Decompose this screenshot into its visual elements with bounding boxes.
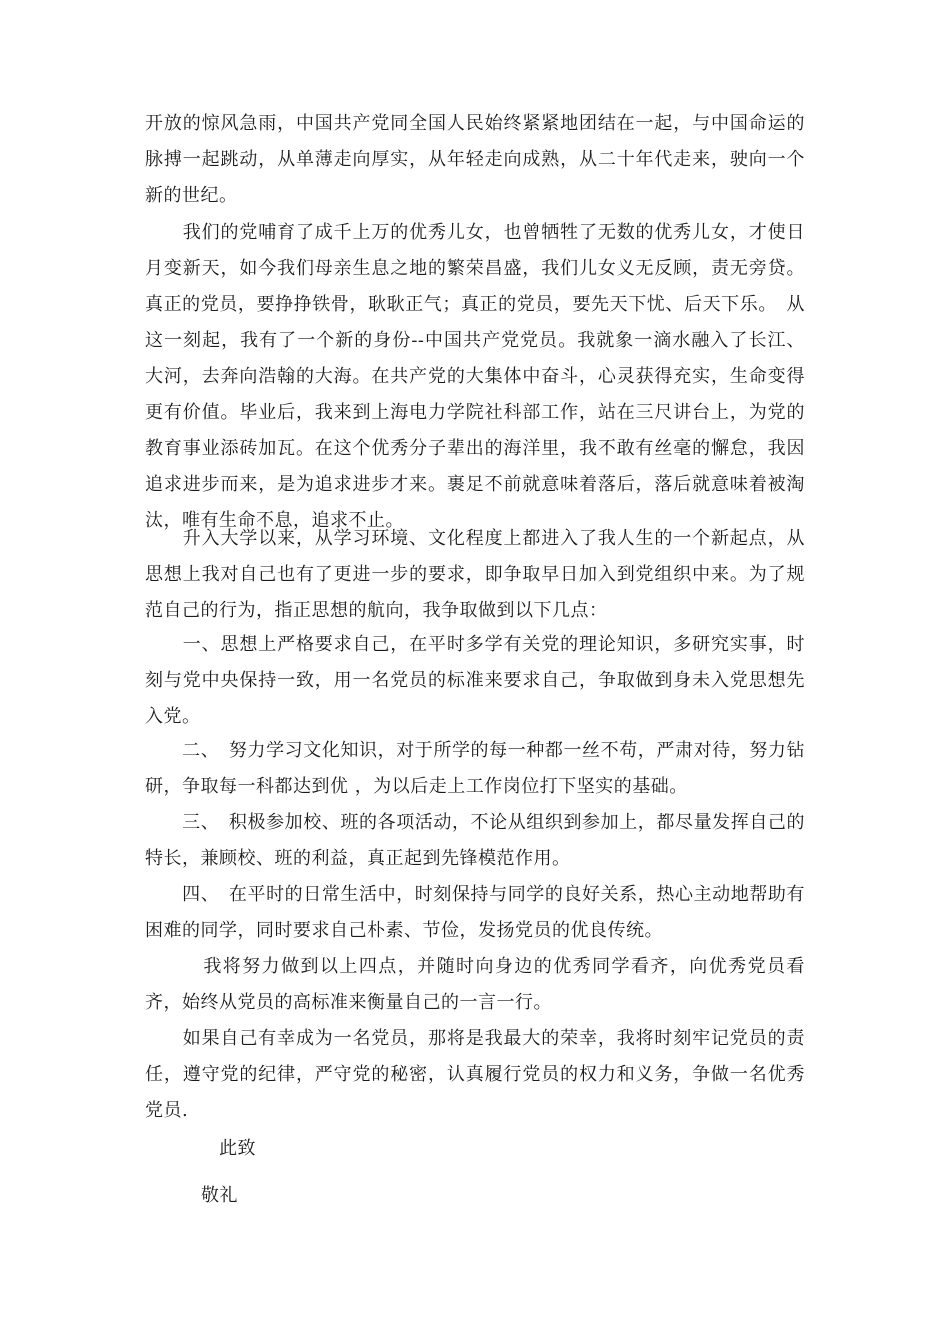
- paragraph-2: 我们的党哺育了成千上万的优秀儿女，也曾牺牲了无数的优秀儿女，才使日月变新天，如今我们母亲生息之地的繁荣昌盛，我们儿女义无反顾，责无旁贷。真正的党员，要挣挣铁骨，耿耿正气；真正的党员，要先天下忧、后天下乐。 从这一刻起，我有了一个新的身份--中国共产党党员。我就象一滴水融入了长江、大河，去奔向浩翰的大海。在共产党的大集体中奋斗，心灵获得充实，生命变得更有价值。毕业后，我来到上海电力学院社科部工作，站在三尺讲台上，为党的教育事业添砖加瓦。在这个优秀分子辈出的海洋里，我不敢有丝毫的懈怠，我因追求进步而来，是为追求进步才来。裹足不前就意味着落后，落后就意味着被淘汰，唯有生命不息，追求不止。: [145, 222, 805, 531]
- paragraph-3: 升入大学以来，从学习环境、文化程度上都进入了我人生的一个新起点，从思想上我对自己也有了更进一步的要求，即争取早日加入到党组织中来。为了规范自己的行为，指正思想的航向，我争取做到以下几点：: [145, 528, 805, 621]
- paragraph-5: 二、 努力学习文化知识，对于所学的每一种都一丝不苟，严肃对待，努力钻研，争取每一科都达到优 ，为以后走上工作岗位打下坚实的基础。: [145, 740, 805, 797]
- paragraph-6: 三、 积极参加校、班的各项活动，不论从组织到参加上，都尽量发挥自己的特长，兼顾校、班的利益，真正起到先锋模范作用。: [145, 812, 805, 869]
- paragraph-9: 如果自己有幸成为一名党员，那将是我最大的荣幸，我将时刻牢记党员的责任，遵守党的纪律，严守党的秘密，认真履行党员的权力和义务，争做一名优秀党员.: [145, 1028, 805, 1121]
- closing-regards: 敬礼: [201, 1185, 238, 1206]
- closing-salutation: 此致: [219, 1138, 256, 1159]
- paragraph-7: 四、 在平时的日常生活中，时刻保持与同学的良好关系，热心主动地帮助有困难的同学，同时要求自己朴素、节俭，发扬党员的优良传统。: [145, 884, 805, 941]
- paragraph-1: 开放的惊风急雨，中国共产党同全国人民始终紧紧地团结在一起，与中国命运的脉搏一起跳动，从单薄走向厚实，从年轻走向成熟，从二十年代走来，驶向一个新的世纪。: [145, 113, 805, 206]
- paragraph-8: 我将努力做到以上四点，并随时向身边的优秀同学看齐，向优秀党员看齐，始终从党员的高标准来衡量自己的一言一行。: [145, 956, 805, 1013]
- paragraph-4: 一、思想上严格要求自己，在平时多学有关党的理论知识，多研究实事，时刻与党中央保持一致，用一名党员的标准来要求自己，争取做到身未入党思想先入党。: [145, 634, 805, 727]
